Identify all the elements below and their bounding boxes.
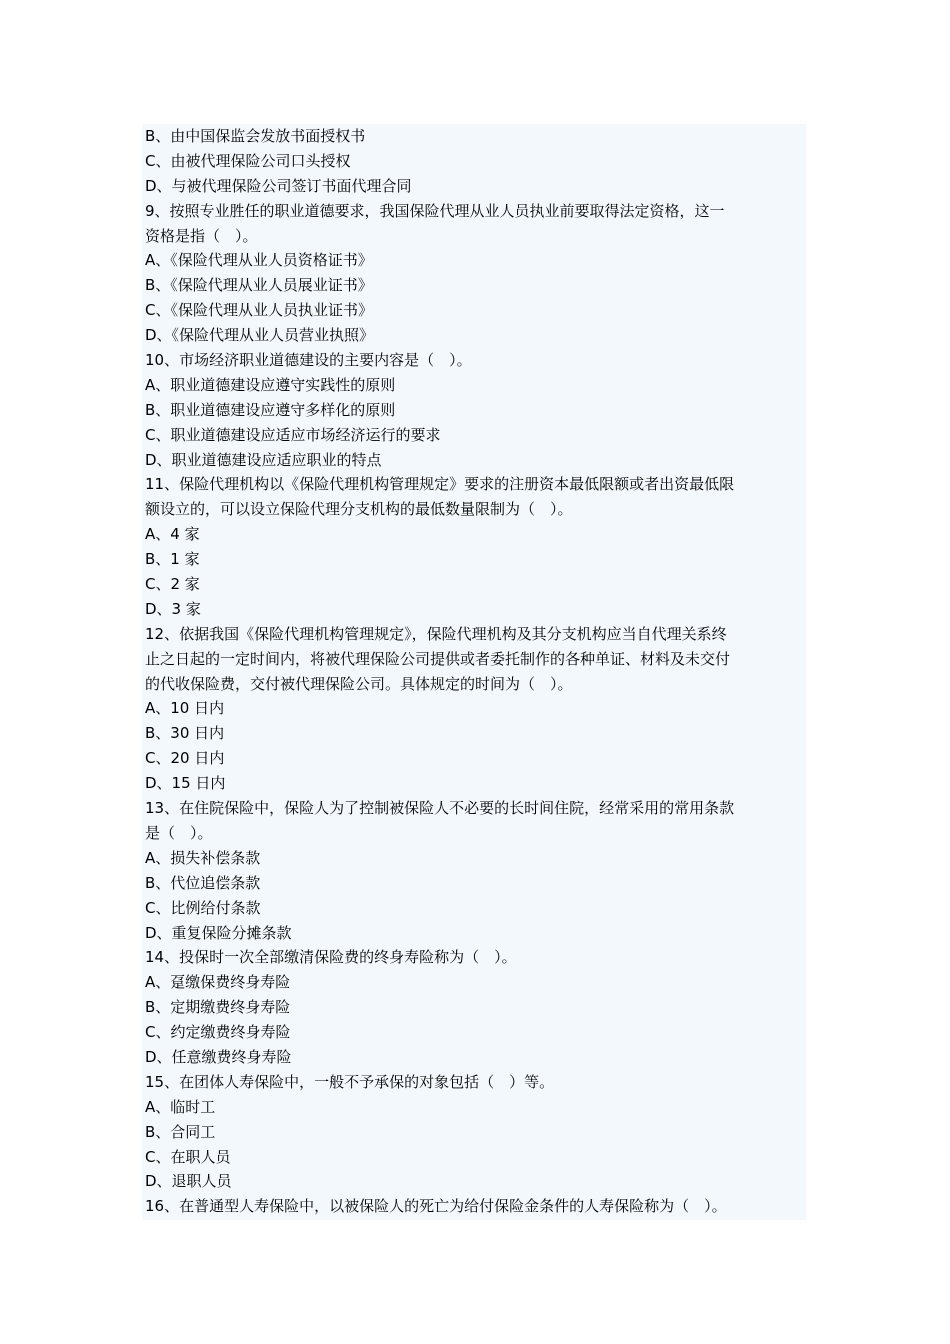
text-line: 止之日起的一定时间内，将被代理保险公司提供或者委托制作的各种单证、材料及未交付 [145, 649, 731, 668]
text-line: A、4 家 [145, 525, 200, 544]
text-line: C、由被代理保险公司口头授权 [145, 151, 351, 170]
text-line: D、《保险代理从业人员营业执照》 [145, 326, 375, 345]
text-line: B、职业道德建设应遵守多样化的原则 [145, 400, 396, 419]
text-line: 15、在团体人寿保险中，一般不予承保的对象包括（ ）等。 [145, 1072, 555, 1091]
text-line: A、10 日内 [145, 699, 225, 718]
text-line: 12、依据我国《保险代理机构管理规定》，保险代理机构及其分支机构应当自代理关系终 [145, 624, 727, 643]
text-line: D、与被代理保险公司签订书面代理合同 [145, 176, 412, 195]
text-line: 9、按照专业胜任的职业道德要求，我国保险代理从业人员执业前要取得法定资格，这一 [145, 201, 725, 220]
text-line: C、在职人员 [145, 1147, 231, 1166]
text-line: B、1 家 [145, 550, 200, 569]
text-line: B、《保险代理从业人员展业证书》 [145, 276, 373, 295]
text-line: D、任意缴费终身寿险 [145, 1047, 292, 1066]
text-line: 11、保险代理机构以《保险代理机构管理规定》要求的注册资本最低限额或者出资最低限 [145, 475, 735, 494]
text-line: D、重复保险分摊条款 [145, 923, 292, 942]
text-line: 资格是指（ ）。 [145, 226, 258, 245]
text-line: 额设立的，可以设立保险代理分支机构的最低数量限制为（ ）。 [145, 500, 573, 519]
text-line: 10、市场经济职业道德建设的主要内容是（ ）。 [145, 351, 472, 370]
text-line: D、3 家 [145, 599, 201, 618]
text-line: D、职业道德建设应适应职业的特点 [145, 450, 382, 469]
text-line: C、比例给付条款 [145, 898, 261, 917]
text-line: D、15 日内 [145, 774, 226, 793]
text-line: C、2 家 [145, 575, 200, 594]
text-line: C、职业道德建设应适应市场经济运行的要求 [145, 425, 441, 444]
text-line: B、合同工 [145, 1122, 216, 1141]
text-line: 的代收保险费，交付被代理保险公司。具体规定的时间为（ ）。 [145, 674, 573, 693]
question-text-list [145, 124, 805, 1219]
text-line: B、定期缴费终身寿险 [145, 998, 291, 1017]
text-line: A、损失补偿条款 [145, 848, 261, 867]
text-line: A、趸缴保费终身寿险 [145, 973, 291, 992]
text-line: B、代位追偿条款 [145, 873, 261, 892]
text-line: A、临时工 [145, 1097, 216, 1116]
text-line: C、约定缴费终身寿险 [145, 1023, 291, 1042]
text-line: 13、在住院保险中，保险人为了控制被保险人不必要的长时间住院，经常采用的常用条款 [145, 799, 735, 818]
text-line: C、20 日内 [145, 749, 225, 768]
text-line: A、《保险代理从业人员资格证书》 [145, 251, 373, 270]
text-line: B、30 日内 [145, 724, 225, 743]
text-line: 14、投保时一次全部缴清保险费的终身寿险称为（ ）。 [145, 948, 517, 967]
text-line: D、退职人员 [145, 1172, 232, 1191]
text-line: 是（ ）。 [145, 823, 213, 842]
text-line: 16、在普通型人寿保险中，以被保险人的死亡为给付保险金条件的人寿保险称为（ ）。 [145, 1197, 727, 1216]
text-line: B、由中国保监会发放书面授权书 [145, 127, 366, 145]
text-line: C、《保险代理从业人员执业证书》 [145, 301, 373, 320]
text-line: A、职业道德建设应遵守实践性的原则 [145, 375, 396, 394]
